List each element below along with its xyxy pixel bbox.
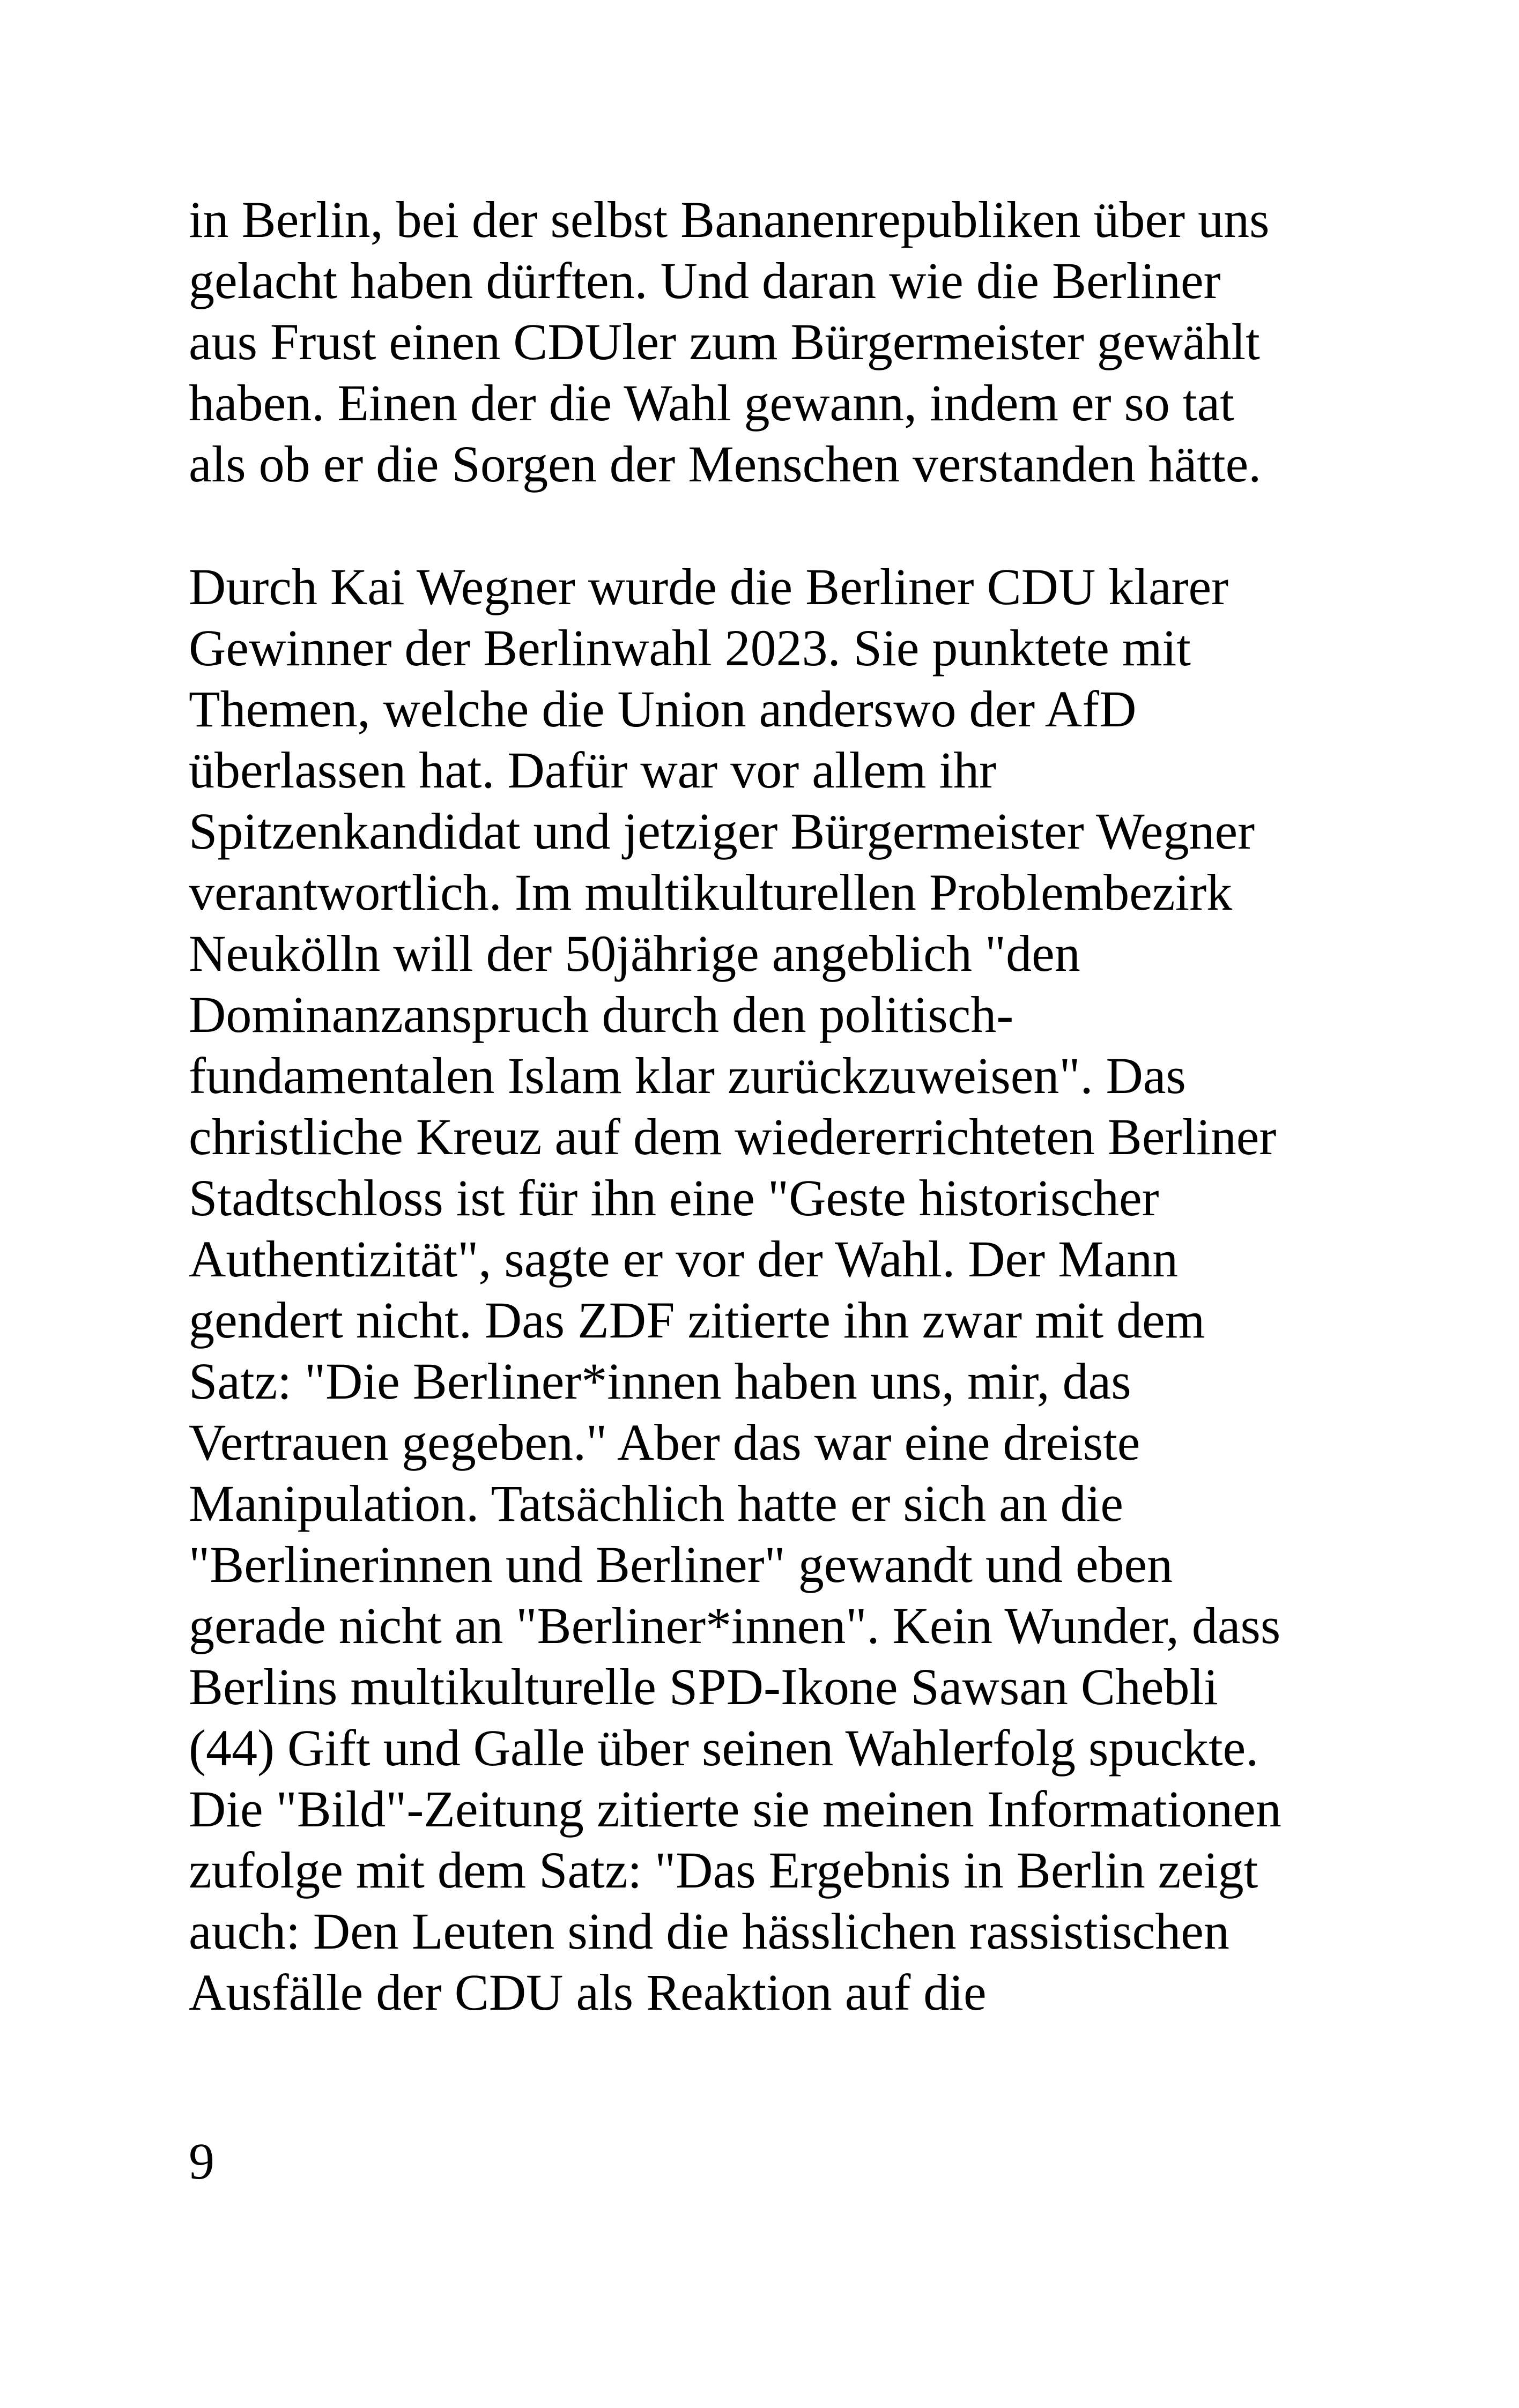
text-line: christliche Kreuz auf dem wiedererrichteten Berliner (189, 1108, 1277, 1165)
text-line: Manipulation. Tatsächlich hatte er sich an die (189, 1475, 1123, 1532)
text-line: haben. Einen der die Wahl gewann, indem er so tat (189, 374, 1234, 432)
text-line: gelacht haben dürften. Und daran wie die Berliner (189, 252, 1221, 309)
text-line: zufolge mit dem Satz: "Das Ergebnis in Berlin zeigt (189, 1841, 1258, 1899)
text-line: Gewinner der Berlinwahl 2023. Sie punktete mit (189, 619, 1191, 677)
text-line: auch: Den Leuten sind die hässlichen rassistischen (189, 1902, 1229, 1960)
text-line: Berlins multikulturelle SPD-Ikone Sawsan Chebli (189, 1658, 1218, 1715)
text-line: Spitzenkandidat und jetziger Bürgermeister Wegner (189, 802, 1255, 860)
text-line: Themen, welche die Union anderswo der AfD (189, 680, 1137, 738)
text-line: verantwortlich. Im multikulturellen Problembezirk (189, 864, 1233, 921)
text-line: fundamentalen Islam klar zurückzuweisen". Das (189, 1047, 1186, 1104)
text-line: (44) Gift und Galle über seinen Wahlerfolg spuckte. (189, 1719, 1259, 1777)
text-line: Vertrauen gegeben." Aber das war eine dreiste (189, 1414, 1140, 1471)
text-line: aus Frust einen CDUler zum Bürgermeister gewählt (189, 313, 1260, 370)
text-line: gerade nicht an "Berliner*innen". Kein Wunder, dass (189, 1597, 1281, 1654)
text-line: Satz: "Die Berliner*innen haben uns, mir, das (189, 1352, 1131, 1410)
text-line: als ob er die Sorgen der Menschen verstanden hätte. (189, 435, 1262, 493)
text-line: Durch Kai Wegner wurde die Berliner CDU klarer (189, 558, 1229, 615)
page-number: 9 (189, 2132, 214, 2190)
text-line: Authentizität", sagte er vor der Wahl. Der Mann (189, 1230, 1179, 1288)
paragraph-2 (189, 556, 1281, 2023)
text-line: Die "Bild"-Zeitung zitierte sie meinen Informationen (189, 1780, 1281, 1838)
text-line: überlassen hat. Dafür war vor allem ihr (189, 741, 997, 799)
text-line: gendert nicht. Das ZDF zitierte ihn zwar mit dem (189, 1291, 1205, 1349)
text-line: Ausfälle der CDU als Reaktion auf die (189, 1964, 987, 2021)
text-line: Neukölln will der 50jährige angeblich "den (189, 925, 1080, 982)
text-line: Stadtschloss ist für ihn eine "Geste historischer (189, 1169, 1159, 1227)
text-line: Dominanzanspruch durch den politisch- (189, 986, 1014, 1043)
text-line: "Berlinerinnen und Berliner" gewandt und eben (189, 1536, 1173, 1593)
paragraph-1 (189, 189, 1269, 495)
text-line: in Berlin, bei der selbst Bananenrepubliken über uns (189, 191, 1270, 248)
